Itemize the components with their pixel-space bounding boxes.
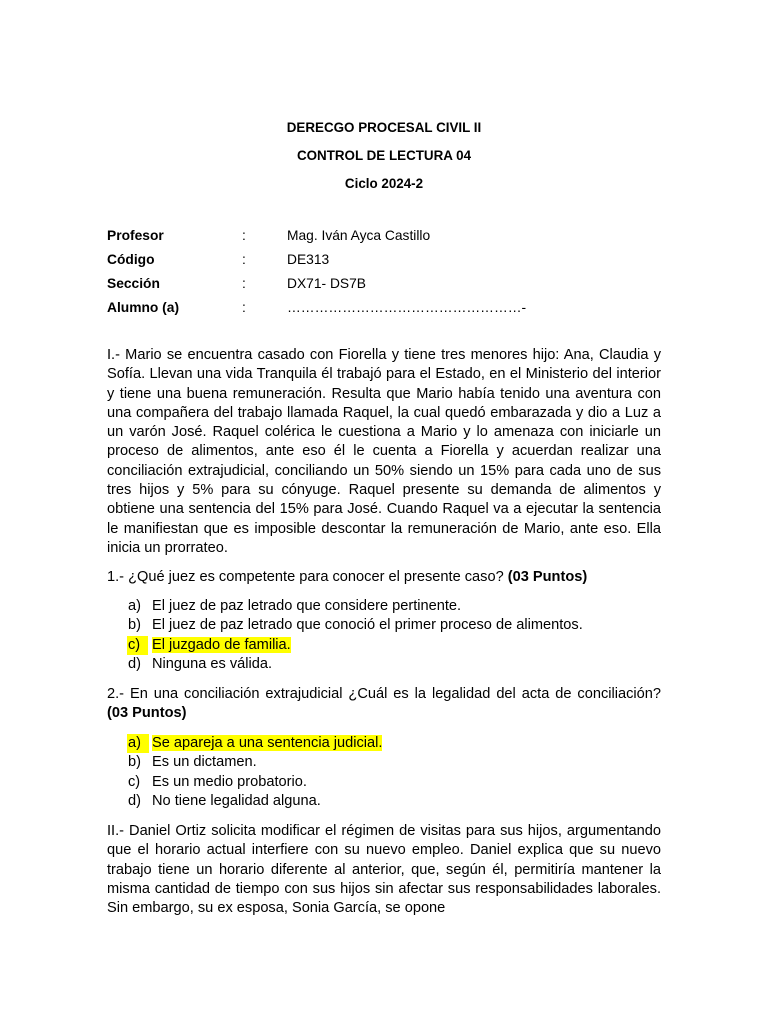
info-colon: :: [242, 228, 246, 243]
question-1-points: (03 Puntos): [507, 569, 588, 585]
question-2-points: (03 Puntos): [107, 705, 187, 722]
exam-title: CONTROL DE LECTURA 04: [296, 148, 472, 163]
info-row-codigo: [107, 252, 667, 272]
option-text: No tiene legalidad alguna.: [152, 792, 321, 809]
info-row-alumno: [107, 300, 667, 320]
option-text: El juez de paz letrado que considere pertinente.: [152, 598, 462, 614]
option-letter: a): [128, 598, 141, 614]
question-2-options: [128, 734, 668, 811]
option-text-highlighted: Se apareja a una sentencia judicial.: [152, 735, 383, 751]
option-1d: [128, 655, 668, 674]
option-1a: [128, 597, 668, 616]
info-value: DX71- DS7B: [287, 276, 366, 291]
option-text: Ninguna es válida.: [152, 655, 273, 672]
question-2-text: 2.- En una conciliación extrajudicial ¿Cuál es la legalidad del acta de conciliación?: [107, 686, 661, 702]
info-label: Sección: [107, 276, 160, 291]
case-2-paragraph: II.- Daniel Ortiz solicita modificar el régimen de visitas para sus hijos, argumentando que el horario actual interfiere con su nuevo empleo. Daniel explica que su nuevo trabajo tiene un horario diferente al anterior, que, según él, permitiría mantener la misma cantidad de tiempo con sus hijos sin afectar sus responsabilidades laborales. Sin embargo, su ex esposa, Sonia García, se opone: [107, 823, 661, 917]
info-row-profesor: [107, 228, 667, 248]
info-value: DE313: [287, 252, 330, 267]
option-text-highlighted: El juzgado de familia.: [152, 636, 291, 653]
info-colon: :: [242, 276, 246, 291]
question-2: [107, 685, 661, 724]
option-letter: a): [127, 734, 149, 753]
option-2d: [128, 792, 668, 811]
info-label: Profesor: [107, 228, 164, 243]
question-1: [107, 568, 661, 587]
info-row-seccion: [107, 276, 667, 296]
info-colon: :: [242, 300, 246, 315]
option-2c: [128, 773, 668, 792]
option-1c: [128, 636, 668, 655]
option-text: El juez de paz letrado que conoció el primer proceso de alimentos.: [152, 617, 583, 634]
info-value: ……………………………………………-: [287, 300, 527, 315]
case-1-paragraph: I.- Mario se encuentra casado con Fiorella y tiene tres menores hijo: Ana, Claudia y Sofía. Llevan una vida Tranquila él trabajó para el Estado, en el Ministerio del interior y tiene una buena remuneración. Resulta que Mario había tenido una aventura con una compañera del trabajo llamada Raquel, la cual quedó embarazada y dio a Luz a un varón José. Raquel colérica le cuestiona a Mario y lo amenaza con iniciarle un proceso de alimentos, ante eso él le cuenta a Fiorella y acuerdan realizar una conciliación extrajudicial, conciliando un 50% siendo un 15% para cada uno de sus tres hijos y 5% para su cónyuge. Raquel presente su demanda de alimentos y obtiene una sentencia del 15% para José. Cuando Raquel va a ejecutar la sentencia le manifiestan que es imposible descontar la remuneración de Mario, ante eso. Ella inicia un prorrateo.: [107, 347, 661, 556]
question-1-text: 1.- ¿Qué juez es competente para conocer el presente caso?: [107, 569, 508, 585]
option-letter: c): [128, 773, 141, 790]
option-letter: d): [128, 792, 141, 809]
option-2b: [128, 753, 668, 772]
course-title: DERECGO PROCESAL CIVIL II: [286, 120, 482, 135]
option-letter: d): [128, 655, 141, 672]
option-1b: [128, 616, 668, 635]
option-2a: [128, 734, 668, 753]
option-letter: b): [128, 754, 141, 771]
option-letter: c): [127, 636, 148, 655]
info-value: Mag. Iván Ayca Castillo: [287, 228, 431, 243]
info-label: Código: [107, 252, 155, 267]
option-text: Es un dictamen.: [152, 754, 257, 771]
question-1-options: [128, 597, 668, 674]
option-letter: b): [128, 617, 141, 634]
info-label: Alumno (a): [107, 300, 180, 315]
option-text: Es un medio probatorio.: [152, 773, 307, 790]
info-colon: :: [242, 252, 246, 267]
cycle-label: Ciclo 2024-2: [344, 176, 424, 191]
